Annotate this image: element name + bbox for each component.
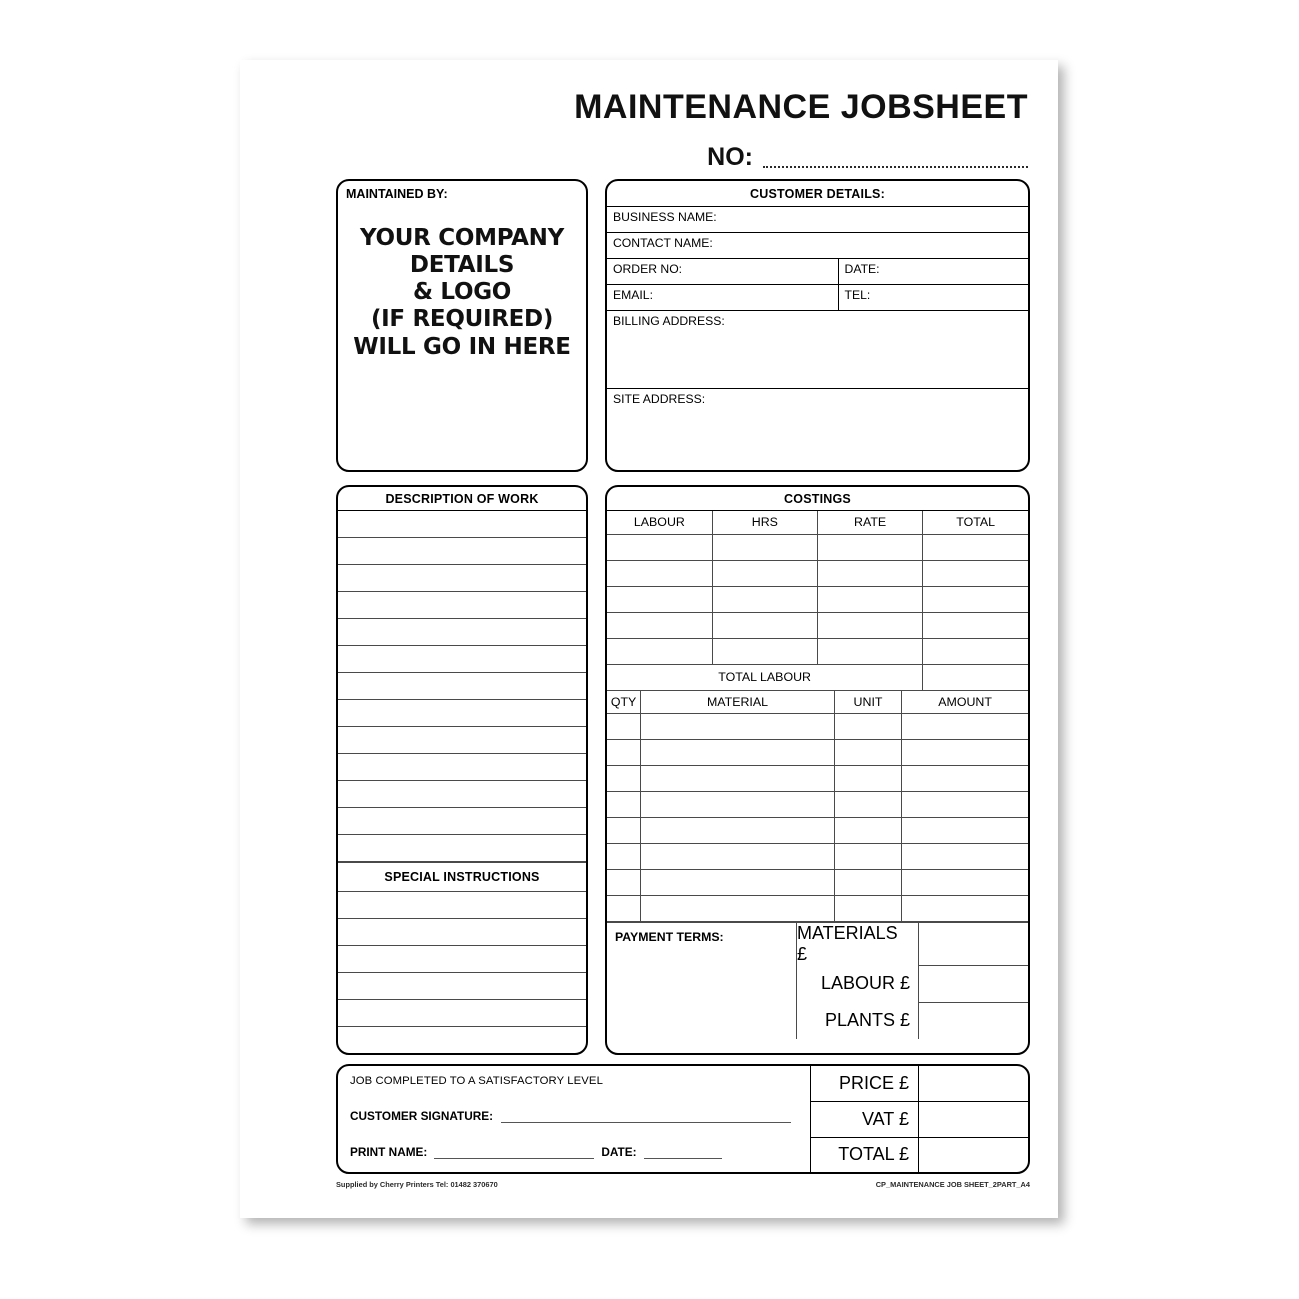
labour-cell[interactable] [923, 534, 1028, 560]
special-instructions-heading: SPECIAL INSTRUCTIONS [338, 862, 586, 892]
material-cell[interactable] [641, 818, 835, 844]
description-of-work-box [336, 485, 588, 1055]
billing-address-field[interactable]: BILLING ADDRESS: [613, 314, 725, 328]
labour-cell[interactable] [923, 586, 1028, 612]
material-cell[interactable] [902, 896, 1028, 922]
description-line[interactable] [338, 565, 586, 592]
material-cell[interactable] [641, 766, 835, 792]
labour-cell[interactable] [818, 612, 923, 638]
labour-cell[interactable] [818, 586, 923, 612]
material-cell[interactable] [607, 714, 641, 740]
labour-row[interactable] [607, 638, 1028, 664]
material-cell[interactable] [834, 818, 901, 844]
material-cell[interactable] [834, 844, 901, 870]
material-cell[interactable] [607, 792, 641, 818]
material-cell[interactable] [607, 740, 641, 766]
total-row-price [811, 1066, 1028, 1101]
special-instruction-line[interactable] [338, 1027, 586, 1054]
labour-cell[interactable] [923, 638, 1028, 664]
signature-date-input[interactable] [644, 1146, 722, 1159]
maintained-by-label: MAINTAINED BY: [346, 187, 448, 201]
payment-terms-field[interactable]: PAYMENT TERMS: [607, 922, 797, 1039]
total-label-vat: VAT £ [811, 1101, 919, 1136]
customer-details-box [605, 179, 1030, 472]
customer-signature-row[interactable] [350, 1109, 810, 1123]
page-title: MAINTENANCE JOBSHEET [574, 88, 1028, 126]
material-cell[interactable] [641, 740, 835, 766]
field-row-contact-name[interactable] [607, 233, 1028, 259]
total-row-vat [811, 1101, 1028, 1136]
labour-cell[interactable] [818, 638, 923, 664]
labour-cell[interactable] [923, 612, 1028, 638]
description-line[interactable] [338, 781, 586, 808]
business-name-field[interactable]: BUSINESS NAME: [613, 210, 717, 224]
description-line[interactable] [338, 808, 586, 835]
footer-supplier-text: Supplied by Cherry Printers Tel: 01482 370670 [336, 1180, 498, 1189]
signature-left-panel [338, 1066, 811, 1172]
labour-cell[interactable] [607, 560, 712, 586]
labour-cell[interactable] [712, 612, 817, 638]
summary-row-labour [797, 965, 1028, 1002]
description-line[interactable] [338, 646, 586, 673]
special-instruction-line[interactable] [338, 892, 586, 919]
maintained-by-box [336, 179, 588, 472]
labour-cell[interactable] [607, 534, 712, 560]
labour-col-hrs: HRS [712, 511, 817, 534]
material-row[interactable] [607, 714, 1028, 740]
total-value-total[interactable] [919, 1137, 1028, 1172]
special-instructions-lines[interactable] [338, 892, 586, 1054]
special-instruction-line[interactable] [338, 946, 586, 973]
summary-value-labour[interactable] [918, 965, 1028, 1002]
signature-date-label: DATE: [601, 1145, 637, 1159]
summary-row-materials [797, 922, 1028, 965]
description-line[interactable] [338, 538, 586, 565]
jobsheet-number-field[interactable] [763, 156, 1028, 168]
print-name-input[interactable] [434, 1146, 594, 1159]
material-cell[interactable] [641, 792, 835, 818]
description-line[interactable] [338, 619, 586, 646]
labour-cell[interactable] [818, 534, 923, 560]
summary-value-plants[interactable] [918, 1002, 1028, 1039]
labour-cell[interactable] [712, 534, 817, 560]
labour-col-labour: LABOUR [607, 511, 712, 534]
material-cell[interactable] [607, 818, 641, 844]
total-label-total: TOTAL £ [811, 1137, 919, 1172]
material-cell[interactable] [834, 896, 901, 922]
contact-name-field[interactable]: CONTACT NAME: [613, 236, 713, 250]
email-field[interactable]: EMAIL: [607, 285, 839, 310]
customer-signature-label: CUSTOMER SIGNATURE: [350, 1109, 494, 1123]
total-labour-value[interactable] [923, 664, 1028, 690]
labour-cell[interactable] [712, 638, 817, 664]
special-instruction-line[interactable] [338, 1000, 586, 1027]
material-row[interactable] [607, 740, 1028, 766]
summary-label-labour: LABOUR £ [820, 973, 910, 993]
material-row[interactable] [607, 844, 1028, 870]
labour-cell[interactable] [607, 586, 712, 612]
material-cell[interactable] [902, 714, 1028, 740]
company-logo-placeholder [338, 225, 586, 361]
material-row[interactable] [607, 896, 1028, 922]
field-row-order-date[interactable] [607, 259, 1028, 285]
jobsheet-number-row [608, 145, 1028, 170]
material-cell[interactable] [834, 792, 901, 818]
material-cell[interactable] [902, 766, 1028, 792]
print-name-date-row[interactable] [350, 1145, 810, 1159]
customer-signature-input[interactable] [501, 1110, 791, 1123]
logo-placeholder-line-4: (IF REQUIRED) [370, 306, 554, 333]
material-row[interactable] [607, 792, 1028, 818]
labour-cell[interactable] [712, 586, 817, 612]
material-cell[interactable] [641, 844, 835, 870]
logo-placeholder-line-5: WILL GO IN HERE [353, 333, 571, 360]
labour-col-rate: RATE [818, 511, 923, 534]
totals-panel [811, 1066, 1028, 1172]
material-col-unit: UNIT [834, 691, 901, 714]
costings-summary [797, 922, 1028, 1039]
logo-placeholder-line-3: & LOGO [412, 279, 512, 306]
material-cell[interactable] [834, 766, 901, 792]
signature-box [336, 1064, 1030, 1174]
labour-row[interactable] [607, 534, 1028, 560]
field-row-email-tel[interactable] [607, 285, 1028, 311]
material-cell[interactable] [641, 870, 835, 896]
footer-product-code: CP_MAINTENANCE JOB SHEET_2PART_A4 [875, 1180, 1030, 1189]
customer-details-heading: CUSTOMER DETAILS: [607, 181, 1028, 207]
labour-cell[interactable] [923, 560, 1028, 586]
material-col-qty: QTY [607, 691, 641, 714]
special-instruction-line[interactable] [338, 919, 586, 946]
labour-cell[interactable] [712, 560, 817, 586]
field-row-business-name[interactable] [607, 207, 1028, 233]
description-line[interactable] [338, 727, 586, 754]
total-row-total [811, 1137, 1028, 1172]
total-label-price: PRICE £ [811, 1066, 919, 1101]
material-cell[interactable] [641, 714, 835, 740]
material-cell[interactable] [902, 792, 1028, 818]
material-table-header [607, 691, 1028, 714]
material-cell[interactable] [902, 844, 1028, 870]
summary-row-plants [797, 1002, 1028, 1039]
material-row[interactable] [607, 766, 1028, 792]
labour-row[interactable] [607, 586, 1028, 612]
summary-value-materials[interactable] [918, 922, 1028, 965]
job-completed-text: JOB COMPLETED TO A SATISFACTORY LEVEL [350, 1075, 603, 1087]
field-row-site-address[interactable] [607, 389, 1028, 461]
jobsheet-number-label: NO: [707, 143, 753, 171]
summary-label-materials: MATERIALS £ [797, 922, 918, 965]
special-instruction-line[interactable] [338, 973, 586, 1000]
material-cell[interactable] [607, 896, 641, 922]
description-line[interactable] [338, 754, 586, 781]
material-row[interactable] [607, 818, 1028, 844]
labour-cell[interactable] [818, 560, 923, 586]
material-cell[interactable] [607, 766, 641, 792]
labour-cell[interactable] [607, 638, 712, 664]
tel-field[interactable]: TEL: [844, 288, 871, 302]
costings-box [605, 485, 1030, 1055]
total-labour-label: TOTAL LABOUR [607, 664, 923, 690]
description-line[interactable] [338, 835, 586, 862]
total-value-vat[interactable] [919, 1101, 1028, 1136]
description-line[interactable] [338, 511, 586, 538]
labour-row[interactable] [607, 560, 1028, 586]
footer [336, 1180, 1030, 1189]
material-col-material: MATERIAL [641, 691, 835, 714]
description-line[interactable] [338, 700, 586, 727]
labour-table-header [607, 511, 1028, 534]
labour-cell[interactable] [607, 612, 712, 638]
payment-and-summary-block [607, 922, 1028, 1039]
material-cell[interactable] [902, 870, 1028, 896]
description-of-work-lines[interactable] [338, 511, 586, 862]
material-cell[interactable] [834, 714, 901, 740]
material-cell[interactable] [902, 740, 1028, 766]
material-table[interactable] [607, 691, 1028, 923]
material-cell[interactable] [902, 818, 1028, 844]
material-col-amount: AMOUNT [902, 691, 1028, 714]
material-cell[interactable] [607, 870, 641, 896]
description-of-work-heading: DESCRIPTION OF WORK [338, 487, 586, 511]
print-name-label: PRINT NAME: [350, 1145, 428, 1159]
material-cell[interactable] [607, 844, 641, 870]
material-cell[interactable] [834, 870, 901, 896]
material-cell[interactable] [834, 740, 901, 766]
labour-table[interactable] [607, 511, 1028, 691]
description-line[interactable] [338, 673, 586, 700]
material-cell[interactable] [641, 896, 835, 922]
logo-placeholder-line-2: DETAILS [409, 252, 515, 279]
labour-col-total: TOTAL [923, 511, 1028, 534]
field-row-billing-address[interactable] [607, 311, 1028, 389]
total-value-price[interactable] [919, 1066, 1028, 1101]
summary-label-plants: PLANTS £ [824, 1010, 910, 1030]
labour-row[interactable] [607, 612, 1028, 638]
description-line[interactable] [338, 592, 586, 619]
order-no-field[interactable]: ORDER NO: [607, 259, 839, 284]
site-address-field[interactable]: SITE ADDRESS: [613, 392, 706, 406]
total-labour-row [607, 664, 1028, 690]
costings-heading: COSTINGS [607, 487, 1028, 511]
date-field[interactable]: DATE: [844, 262, 880, 276]
material-row[interactable] [607, 870, 1028, 896]
logo-placeholder-line-1: YOUR COMPANY [360, 225, 564, 251]
jobsheet-paper [240, 60, 1058, 1218]
